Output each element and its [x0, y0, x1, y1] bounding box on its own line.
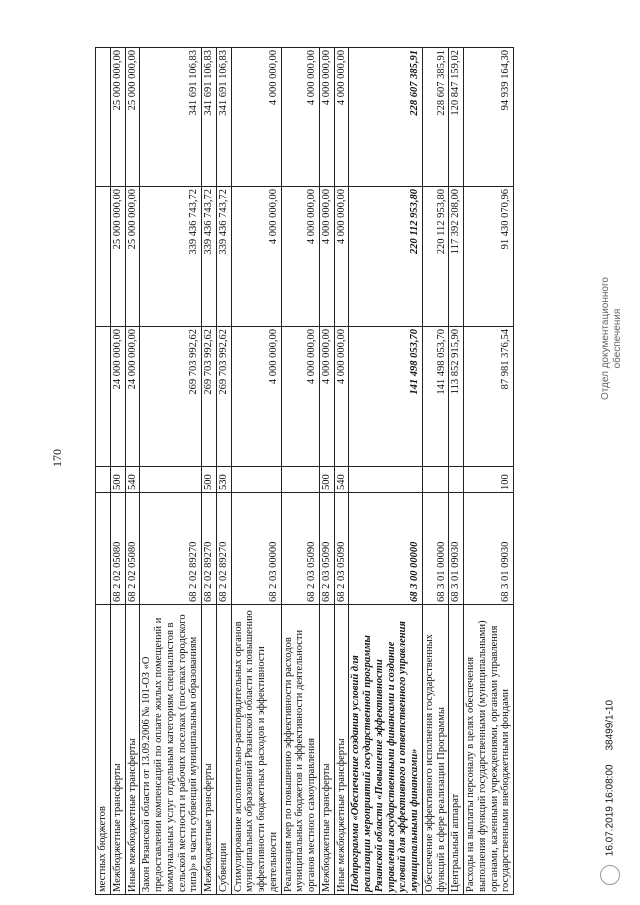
row-name-cell: Межбюджетные трансферты: [110, 605, 125, 895]
row-amount-2020-cell: [96, 187, 111, 327]
row-amount-2021-cell: 4 000 000,00: [231, 48, 281, 187]
department-line-2: обеспечения: [612, 308, 623, 369]
table-row: [449, 48, 464, 895]
row-kcsr-cell: 68 2 02 05080: [125, 493, 140, 605]
table-row: [334, 48, 349, 895]
row-amount-2021-cell: 4 000 000,00: [319, 48, 334, 187]
row-kcsr-cell: 68 3 00 00000: [349, 493, 423, 605]
row-kcsr-cell: 68 2 02 89270: [216, 493, 231, 605]
row-amount-2021-cell: 4 000 000,00: [334, 48, 349, 187]
row-kcsr-cell: 68 2 03 05090: [334, 493, 349, 605]
table-row: [125, 48, 140, 895]
row-amount-2021-cell: 4 000 000,00: [281, 48, 319, 187]
row-amount-2019-cell: 269 703 992,62: [216, 327, 231, 467]
table-row: [319, 48, 334, 895]
registration-doc-id: 38499/1-10: [604, 699, 616, 751]
row-amount-2020-cell: 117 392 208,00: [449, 187, 464, 327]
table-row: [110, 48, 125, 895]
row-amount-2020-cell: 4 000 000,00: [281, 187, 319, 327]
row-amount-2019-cell: 141 498 053,70: [349, 327, 423, 467]
row-vr-cell: [422, 467, 449, 493]
row-amount-2021-cell: 341 691 106,83: [140, 48, 202, 187]
row-vr-cell: 540: [125, 467, 140, 493]
row-kcsr-cell: 68 2 02 89270: [202, 493, 217, 605]
row-vr-cell: 100: [464, 467, 514, 493]
row-amount-2019-cell: 87 981 376,54: [464, 327, 514, 467]
row-kcsr-cell: 68 2 03 05090: [281, 493, 319, 605]
row-amount-2020-cell: 91 430 070,96: [464, 187, 514, 327]
row-vr-cell: 500: [202, 467, 217, 493]
row-amount-2021-cell: [96, 48, 111, 187]
registration-timestamp: 16.07.2019 16:08:00: [604, 764, 616, 857]
row-amount-2019-cell: 24 000 000,00: [110, 327, 125, 467]
row-amount-2021-cell: 341 691 106,83: [216, 48, 231, 187]
registration-stamp: [600, 700, 620, 885]
table-row: [202, 48, 217, 895]
row-amount-2020-cell: 4 000 000,00: [334, 187, 349, 327]
department-line-1: Отдел документационного: [600, 277, 611, 400]
row-amount-2020-cell: 4 000 000,00: [319, 187, 334, 327]
row-name-cell: Межбюджетные трансферты: [202, 605, 217, 895]
row-vr-cell: [349, 467, 423, 493]
row-amount-2021-cell: 228 607 385,91: [422, 48, 449, 187]
row-amount-2020-cell: 339 436 743,72: [140, 187, 202, 327]
table-row: [140, 48, 202, 895]
row-name-cell: Стимулирование исполнительно-распорядительных органов муниципальных образований Рязанской области к повышению эффективности бюджетных расходов и эффективности деятельности: [231, 605, 281, 895]
row-vr-cell: 500: [110, 467, 125, 493]
row-name-cell: Иные межбюджетные трансферты: [334, 605, 349, 895]
row-amount-2019-cell: 269 703 992,62: [140, 327, 202, 467]
row-name-cell: Подпрограмма «Обеспечение создания условий для реализации мероприятий государственной программы Рязанской области «Повышение эффективности управления государственными финансами и создание условий для эффективного и ответственного управления муниципальными финансами»: [349, 605, 423, 895]
row-amount-2019-cell: [96, 327, 111, 467]
table-row: [349, 48, 423, 895]
row-kcsr-cell: 68 2 02 89270: [140, 493, 202, 605]
row-name-cell: Иные межбюджетные трансферты: [125, 605, 140, 895]
row-vr-cell: [96, 467, 111, 493]
row-amount-2021-cell: 341 691 106,83: [202, 48, 217, 187]
table-row: [96, 48, 111, 895]
row-vr-cell: [231, 467, 281, 493]
row-amount-2020-cell: 339 436 743,72: [216, 187, 231, 327]
row-amount-2020-cell: 220 112 953,80: [349, 187, 423, 327]
row-vr-cell: [449, 467, 464, 493]
table-row: [231, 48, 281, 895]
row-kcsr-cell: 68 3 01 09030: [464, 493, 514, 605]
row-amount-2019-cell: 4 000 000,00: [231, 327, 281, 467]
row-name-cell: Обеспечение эффективного исполнения государственных функций в сфере реализации Программы: [422, 605, 449, 895]
row-kcsr-cell: 68 2 02 05080: [110, 493, 125, 605]
row-name-cell: Межбюджетные трансферты: [319, 605, 334, 895]
row-name-cell: Расходы на выплаты персоналу в целях обеспечения выполнения функций государственными (муниципальными) органами, казенными учреждениями, органами управления государственными внебюджетными фондами: [464, 605, 514, 895]
row-vr-cell: 540: [334, 467, 349, 493]
row-amount-2019-cell: 4 000 000,00: [319, 327, 334, 467]
row-amount-2021-cell: 25 000 000,00: [110, 48, 125, 187]
row-kcsr-cell: [96, 493, 111, 605]
row-amount-2019-cell: 24 000 000,00: [125, 327, 140, 467]
page-number: 170: [50, 449, 64, 467]
row-amount-2019-cell: 4 000 000,00: [334, 327, 349, 467]
row-kcsr-cell: 68 3 01 00000: [422, 493, 449, 605]
row-vr-cell: [281, 467, 319, 493]
row-amount-2019-cell: 113 852 915,90: [449, 327, 464, 467]
row-kcsr-cell: 68 2 03 00000: [231, 493, 281, 605]
table-row: [464, 48, 514, 895]
row-name-cell: Закон Рязанской области от 13.09.2006 № 101-ОЗ «О предоставлении компенсаций по оплате жилых помещений и коммунальных услуг отдельным категориям специалистов в сельской местности и рабочих поселках (поселках городского типа)» в части субвенций муниципальным образованиям: [140, 605, 202, 895]
row-amount-2021-cell: 120 847 159,02: [449, 48, 464, 187]
table-row: [422, 48, 449, 895]
row-kcsr-cell: 68 3 01 09030: [449, 493, 464, 605]
row-amount-2021-cell: 25 000 000,00: [125, 48, 140, 187]
budget-table: [95, 47, 514, 895]
row-name-cell: Субвенции: [216, 605, 231, 895]
department-stamp: [600, 277, 624, 400]
row-amount-2020-cell: 25 000 000,00: [125, 187, 140, 327]
row-amount-2019-cell: 4 000 000,00: [281, 327, 319, 467]
table-row: [216, 48, 231, 895]
row-amount-2021-cell: 94 939 164,30: [464, 48, 514, 187]
row-name-cell: Центральный аппарат: [449, 605, 464, 895]
row-name-cell: Реализация мер по повышению эффективности расходов муниципальных бюджетов и эффективности деятельности органов местного самоуправления: [281, 605, 319, 895]
row-amount-2020-cell: 220 112 953,80: [422, 187, 449, 327]
seal-icon: [600, 865, 620, 885]
row-vr-cell: 530: [216, 467, 231, 493]
row-amount-2020-cell: 339 436 743,72: [202, 187, 217, 327]
row-amount-2020-cell: 4 000 000,00: [231, 187, 281, 327]
row-amount-2019-cell: 269 703 992,62: [202, 327, 217, 467]
row-amount-2021-cell: 228 607 385,91: [349, 48, 423, 187]
row-name-cell: местных бюджетов: [96, 605, 111, 895]
row-kcsr-cell: 68 2 03 05090: [319, 493, 334, 605]
table-row: [281, 48, 319, 895]
row-vr-cell: 500: [319, 467, 334, 493]
row-amount-2020-cell: 25 000 000,00: [110, 187, 125, 327]
row-amount-2019-cell: 141 498 053,70: [422, 327, 449, 467]
row-vr-cell: [140, 467, 202, 493]
